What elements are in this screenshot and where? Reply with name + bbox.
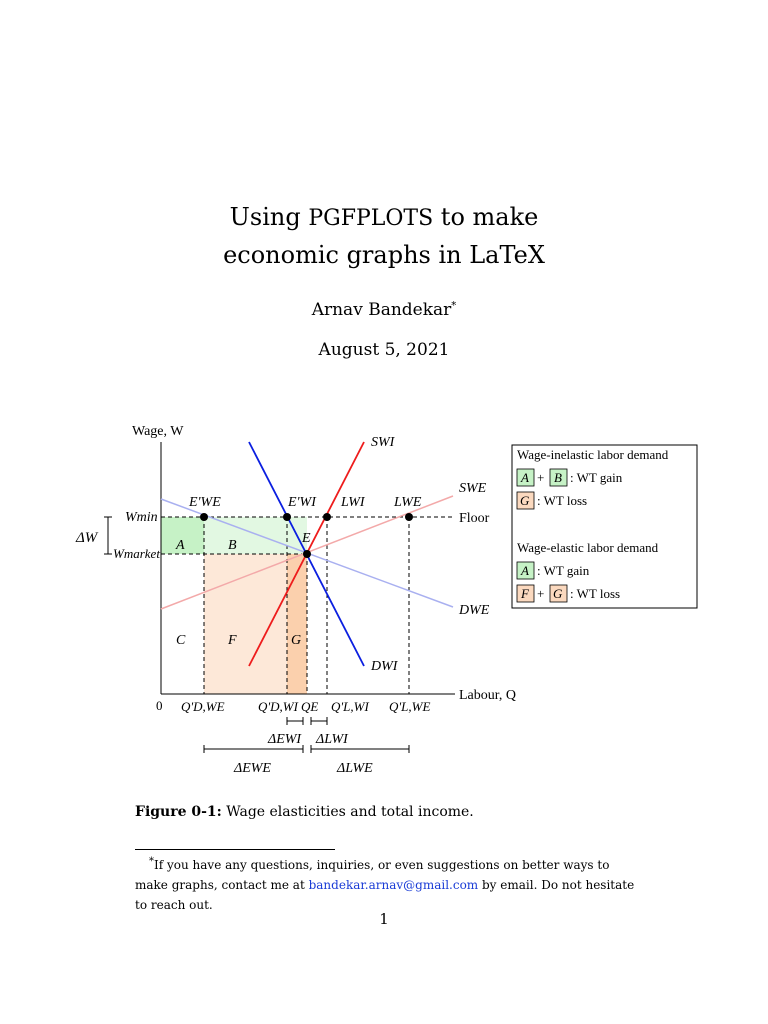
label-S-WI: SWI [371,435,395,450]
svg-text:+: + [537,586,545,601]
title-line-2: economic graphs in LaTeX [223,241,545,270]
legend-box-A-2: A [521,563,529,578]
x-axis-label: Labour, Q [459,688,516,703]
region-B-label: B [228,538,237,553]
region-B-fill [204,517,307,554]
svg-text:+: + [537,470,545,485]
legend-box-A: A [521,470,529,485]
label-D-WI: DWI [371,659,398,674]
delta-w-label: ΔW [76,530,98,546]
legend-row-3: : WT gain [537,563,590,578]
legend-box-G-2: G [553,586,563,601]
paper-title [0,198,768,275]
legend-box-B: B [554,470,562,485]
tick-Q-L-WI: Q'L,WI [331,699,369,714]
title-line-1: Using PGFPLOTS to make [229,203,539,231]
region-G-label: G [291,633,302,648]
point-E-WI-prime [283,513,291,521]
w-market-label: Wmarket [113,546,160,561]
origin-label: 0 [156,698,163,713]
region-G-fill [287,554,307,694]
label-E-WI-prime: E'WI [288,495,316,510]
delta-brackets [204,717,409,753]
legend-heading-inelastic: Wage-inelastic labor demand [517,447,669,462]
y-axis-label: Wage, W [132,424,184,439]
region-F-label: F [228,633,237,648]
region-F-fill [204,554,287,694]
author: Arnav Bandekar* [311,300,457,320]
label-S-WE: SWE [459,481,487,496]
figure-caption: Figure 0-1: Wage elasticities and total income. [135,804,474,820]
tick-Q-D-WI: Q'D,WI [258,699,298,714]
footnote: *If you have any questions, inquiries, or even suggestions on better ways to make graphs, contact me at bandekar.arnav@gmail.com by email. Do not hesitate to reach out. [135,856,635,912]
point-E-WE-prime [200,513,208,521]
page-number: 1 [379,910,389,928]
legend-row-1: : WT gain [570,470,623,485]
tick-Q-L-WE: Q'L,WE [389,699,431,714]
region-C-label: C [176,633,186,648]
label-E-WE-prime: E'WE [189,495,221,510]
date: August 5, 2021 [318,340,450,360]
region-A-label: A [176,538,185,553]
point-L-WE [405,513,413,521]
email-link[interactable]: bandekar.arnav@gmail.com [308,878,479,892]
point-E [303,550,311,558]
label-L-WE: LWE [394,495,422,510]
label-E: E [302,531,311,546]
legend-row-2: : WT loss [537,493,588,508]
tick-Q-D-WE: Q'D,WE [181,699,225,714]
figure-legend [512,445,697,608]
delta-w-bracket [104,517,112,554]
point-L-WI [323,513,331,521]
wage-elasticity-figure [0,410,768,790]
delta-L-WE: ΔLWE [337,761,373,776]
label-L-WI: LWI [341,495,365,510]
tick-Q-E: QE [301,699,319,714]
w-min-label: Wmin [125,510,158,525]
legend-row-4: : WT loss [570,586,621,601]
delta-E-WI: ΔEWI [268,732,302,747]
legend-box-F: F [521,586,529,601]
footnote-rule [135,849,335,850]
floor-label: Floor [459,511,490,526]
delta-E-WE: ΔEWE [234,761,271,776]
label-D-WE: DWE [459,603,490,618]
legend-box-G-1: G [520,493,530,508]
delta-L-WI: ΔLWI [316,732,348,747]
legend-heading-elastic: Wage-elastic labor demand [517,540,659,555]
